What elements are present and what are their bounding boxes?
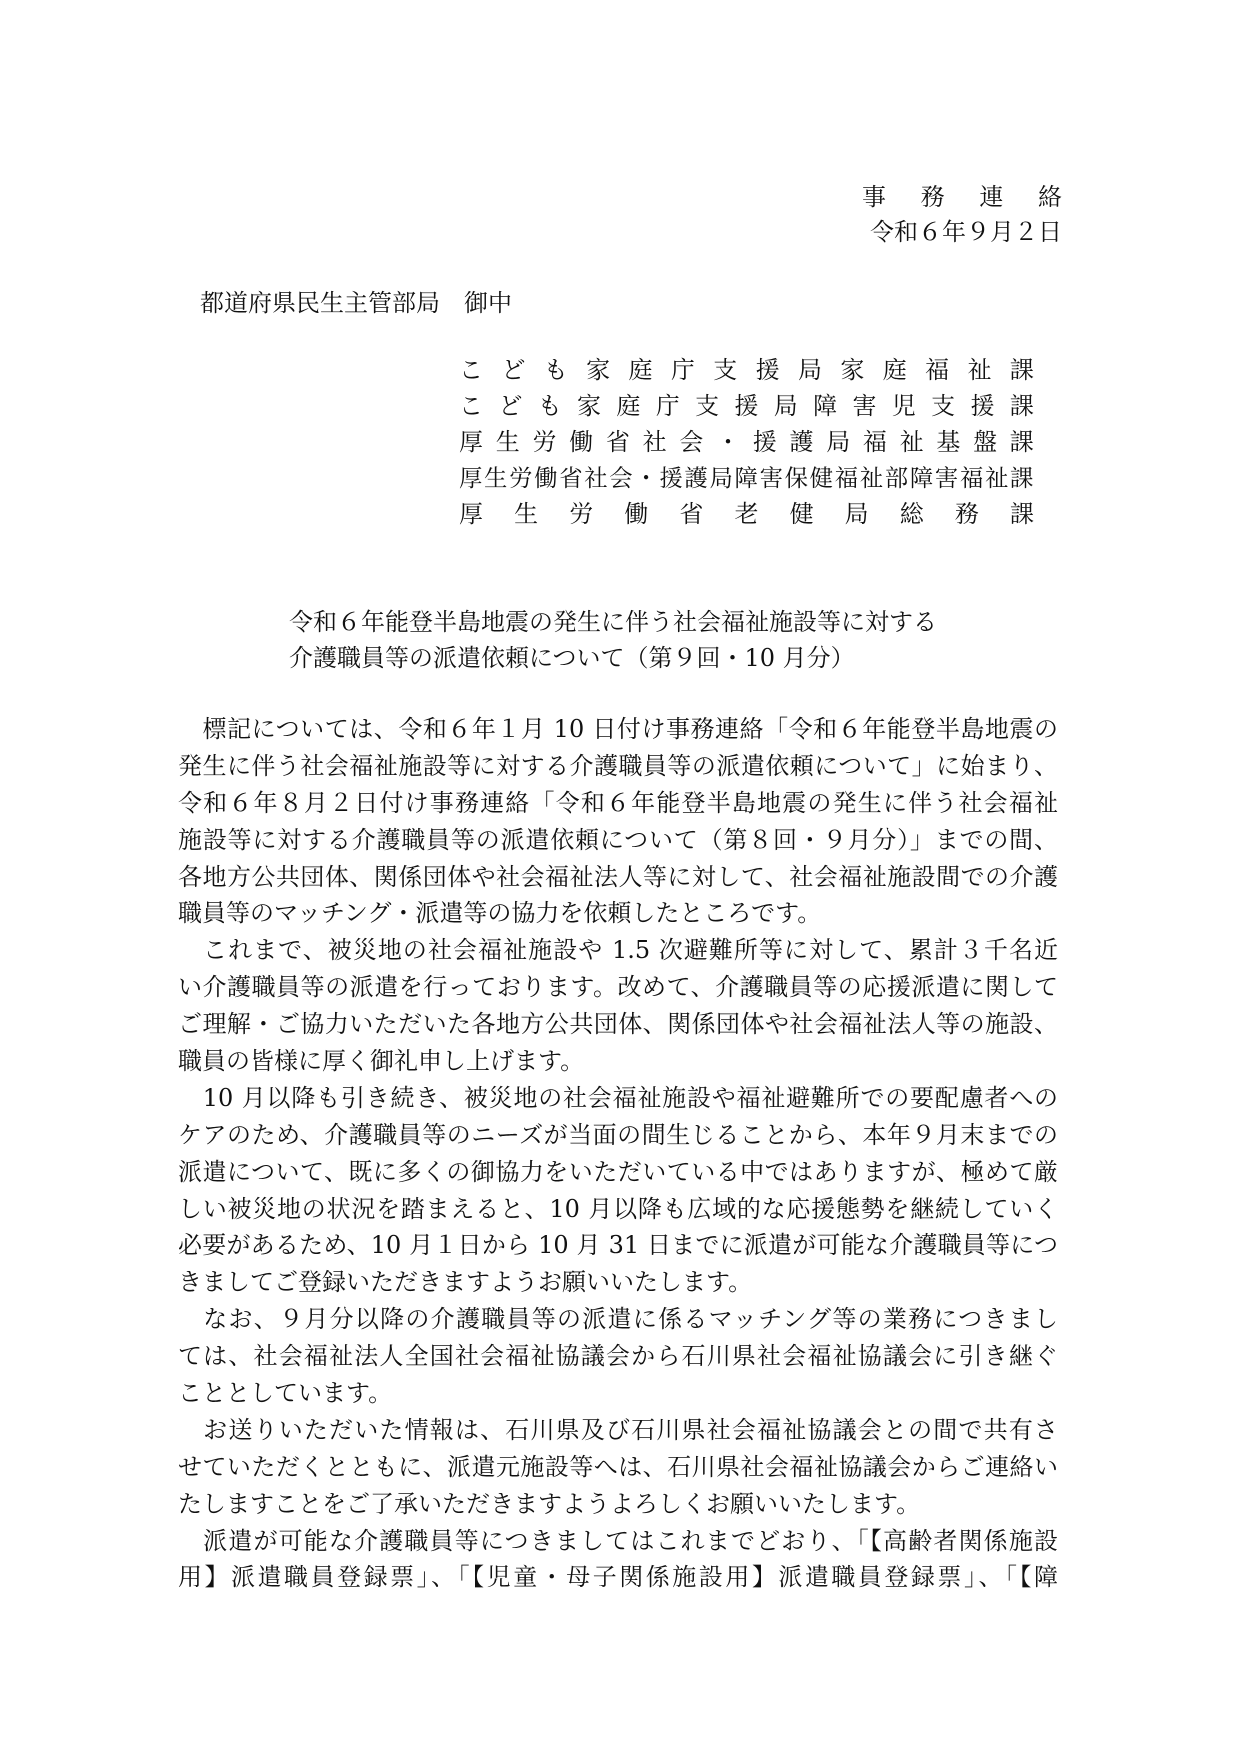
sender-char: 障 — [734, 464, 759, 492]
body-line: お送りいただいた情報は、石川県及び石川県社会福祉協議会との間で共有さ — [178, 1415, 1058, 1444]
body-line: たしますことをご了承いただきますようよろしくお願いいたします。 — [178, 1489, 921, 1518]
sender-char: 支 — [695, 392, 720, 420]
sender-char: も — [543, 356, 568, 384]
sender-char: 害 — [934, 464, 959, 492]
sender-char: 会 — [609, 464, 634, 492]
title-line-1: 令和６年能登半島地震の発生に伴う社会福祉施設等に対する — [289, 608, 937, 636]
sender-char: 会 — [679, 428, 704, 456]
sender-char: 援 — [659, 464, 684, 492]
sender-char: 課 — [1009, 356, 1034, 384]
sender-char: 害 — [759, 464, 784, 492]
sender-char: 労 — [569, 500, 594, 528]
sender-char: 祉 — [899, 428, 924, 456]
sender-char: 護 — [684, 464, 709, 492]
sender-char: 省 — [559, 464, 583, 492]
sender-char: 課 — [1009, 392, 1034, 420]
sender-char: 務 — [954, 500, 979, 528]
sender-char: 労 — [532, 428, 557, 456]
sender-char: 局 — [773, 392, 798, 420]
sender-char: 庁 — [670, 356, 695, 384]
sender-char: 保 — [784, 464, 809, 492]
sender-char: 生 — [495, 428, 520, 456]
sender-char: 働 — [534, 464, 558, 492]
body-line: こととしています。 — [178, 1379, 393, 1408]
sender-char: 福 — [862, 428, 887, 456]
body-line: ご理解・ご協力いただいた各地方公共団体、関係団体や社会福祉法人等の施設、 — [178, 1010, 1058, 1039]
body-line: せていただくとともに、派遣元施設等へは、石川県社会福祉協議会からご連絡い — [178, 1452, 1058, 1481]
sender-line — [459, 460, 1034, 496]
body-line: きましてご登録いただきますようお願いいたします。 — [178, 1268, 753, 1297]
body-line: 必要があるため、10 月１日から 10 月 31 日までに派遣が可能な介護職員等につ — [178, 1231, 1058, 1260]
document-type-label — [862, 180, 1062, 214]
sender-char: 援 — [970, 392, 995, 420]
body-line: ケアのため、介護職員等のニーズが当面の間生じることから、本年９月末までの — [178, 1120, 1058, 1149]
sender-char: 厚 — [459, 464, 483, 492]
body-line: 職員の皆様に厚く御礼申し上げます。 — [178, 1047, 585, 1076]
sender-char: 課 — [1010, 464, 1034, 492]
doc-type-char: 務 — [920, 183, 945, 211]
title-line-2: 介護職員等の派遣依頼について（第９回・10 月分） — [289, 644, 855, 672]
sender-char: 庁 — [655, 392, 680, 420]
doc-type-char: 連 — [979, 183, 1004, 211]
sender-char: 護 — [789, 428, 814, 456]
sender-char: 家 — [586, 356, 611, 384]
sender-line — [459, 424, 1034, 460]
body-line: これまで、被災地の社会福祉施設や 1.5 次避難所等に対して、累計３千名近 — [178, 936, 1058, 965]
sender-char: 省 — [605, 428, 630, 456]
sender-line — [459, 388, 1034, 424]
sender-char: 働 — [569, 428, 594, 456]
sender-char: 局 — [844, 500, 869, 528]
sender-char: 福 — [925, 356, 950, 384]
body-line: 用】派遣職員登録票」、「【児童・母子関係施設用】派遣職員登録票」、「【障 — [178, 1563, 1058, 1592]
sender-char: 害 — [852, 392, 877, 420]
sender-char: 局 — [798, 356, 822, 384]
sender-char: 庭 — [616, 392, 641, 420]
body-line: 標記については、令和６年１月 10 日付け事務連絡「令和６年能登半島地震の — [178, 715, 1058, 743]
sender-char: 福 — [959, 464, 984, 492]
sender-char: 課 — [1009, 428, 1034, 456]
sender-char: 局 — [826, 428, 851, 456]
sender-char: 援 — [752, 428, 777, 456]
sender-char: 厚 — [459, 500, 483, 528]
sender-char: 祉 — [859, 464, 884, 492]
body-line: ては、社会福祉法人全国社会福祉協議会から石川県社会福祉協議会に引き継ぐ — [178, 1342, 1058, 1371]
doc-type-char: 絡 — [1037, 183, 1062, 211]
sender-char: 障 — [909, 464, 934, 492]
body-line: 派遣が可能な介護職員等につきましてはこれまでどおり、「【高齢者関係施設 — [178, 1526, 1058, 1555]
sender-char: ・ — [716, 428, 741, 456]
body-line: 施設等に対する介護職員等の派遣依頼について（第８回・９月分）」までの間、 — [178, 825, 1058, 854]
sender-char: 支 — [713, 356, 738, 384]
sender-char: 援 — [755, 356, 780, 384]
body-line: 職員等のマッチング・派遣等の協力を依頼したところです。 — [178, 899, 822, 928]
sender-char: 児 — [891, 392, 916, 420]
sender-char: 祉 — [967, 356, 992, 384]
sender-char: こ — [459, 392, 483, 420]
sender-char: 祉 — [984, 464, 1009, 492]
body-line: なお、９月分以降の介護職員等の派遣に係るマッチング等の業務につきまし — [178, 1305, 1058, 1334]
sender-char: 生 — [514, 500, 539, 528]
sender-char: 家 — [840, 356, 865, 384]
sender-char: 庭 — [628, 356, 653, 384]
sender-line — [459, 496, 1034, 532]
sender-char: ・ — [634, 464, 659, 492]
sender-char: 厚 — [459, 428, 483, 456]
sender-char: こ — [459, 356, 483, 384]
sender-line — [459, 352, 1034, 388]
doc-type-char: 事 — [862, 183, 886, 211]
sender-char: ど — [501, 356, 526, 384]
body-line: い介護職員等の派遣を行っております。改めて、介護職員等の応援派遣に関して — [178, 973, 1058, 1002]
document-title — [289, 604, 937, 676]
body-line: 派遣について、既に多くの御協力をいただいている中ではありますが、極めて厳 — [178, 1157, 1058, 1186]
sender-char: 総 — [899, 500, 924, 528]
sender-char: 課 — [1009, 500, 1034, 528]
sender-char: 局 — [709, 464, 734, 492]
body-line: しい被災地の状況を踏まえると、10 月以降も広域的な応援態勢を継続していく — [178, 1194, 1058, 1223]
document-date: 令和６年９月２日 — [870, 218, 1062, 246]
sender-char: 部 — [884, 464, 909, 492]
sender-char: 労 — [509, 464, 533, 492]
body-line: 各地方公共団体、関係団体や社会福祉法人等に対して、社会福祉施設間での介護 — [178, 862, 1058, 891]
sender-char: 省 — [679, 500, 704, 528]
sender-char: 基 — [936, 428, 961, 456]
sender-char: 庭 — [882, 356, 907, 384]
sender-list — [459, 352, 1034, 532]
addressee: 都道府県民生主管部局 御中 — [200, 289, 512, 317]
body-line: 令和６年８月２日付け事務連絡「令和６年能登半島地震の発生に伴う社会福祉 — [178, 788, 1058, 817]
sender-char: 家 — [577, 392, 602, 420]
sender-char: 支 — [931, 392, 956, 420]
sender-char: 援 — [734, 392, 759, 420]
sender-char: も — [537, 392, 562, 420]
sender-char: 盤 — [973, 428, 998, 456]
sender-char: 働 — [624, 500, 649, 528]
sender-char: 生 — [484, 464, 508, 492]
sender-char: 福 — [834, 464, 859, 492]
sender-char: 障 — [813, 392, 838, 420]
sender-char: 老 — [734, 500, 759, 528]
sender-char: ど — [498, 392, 523, 420]
body-line: 10 月以降も引き続き、被災地の社会福祉施設や福祉避難所での要配慮者への — [178, 1083, 1058, 1112]
sender-char: 健 — [789, 500, 814, 528]
sender-char: 社 — [584, 464, 609, 492]
sender-char: 健 — [809, 464, 834, 492]
body-text — [178, 711, 1058, 1596]
sender-char: 社 — [642, 428, 667, 456]
body-line: 発生に伴う社会福祉施設等に対する介護職員等の派遣依頼について」に始まり、 — [178, 751, 1058, 780]
